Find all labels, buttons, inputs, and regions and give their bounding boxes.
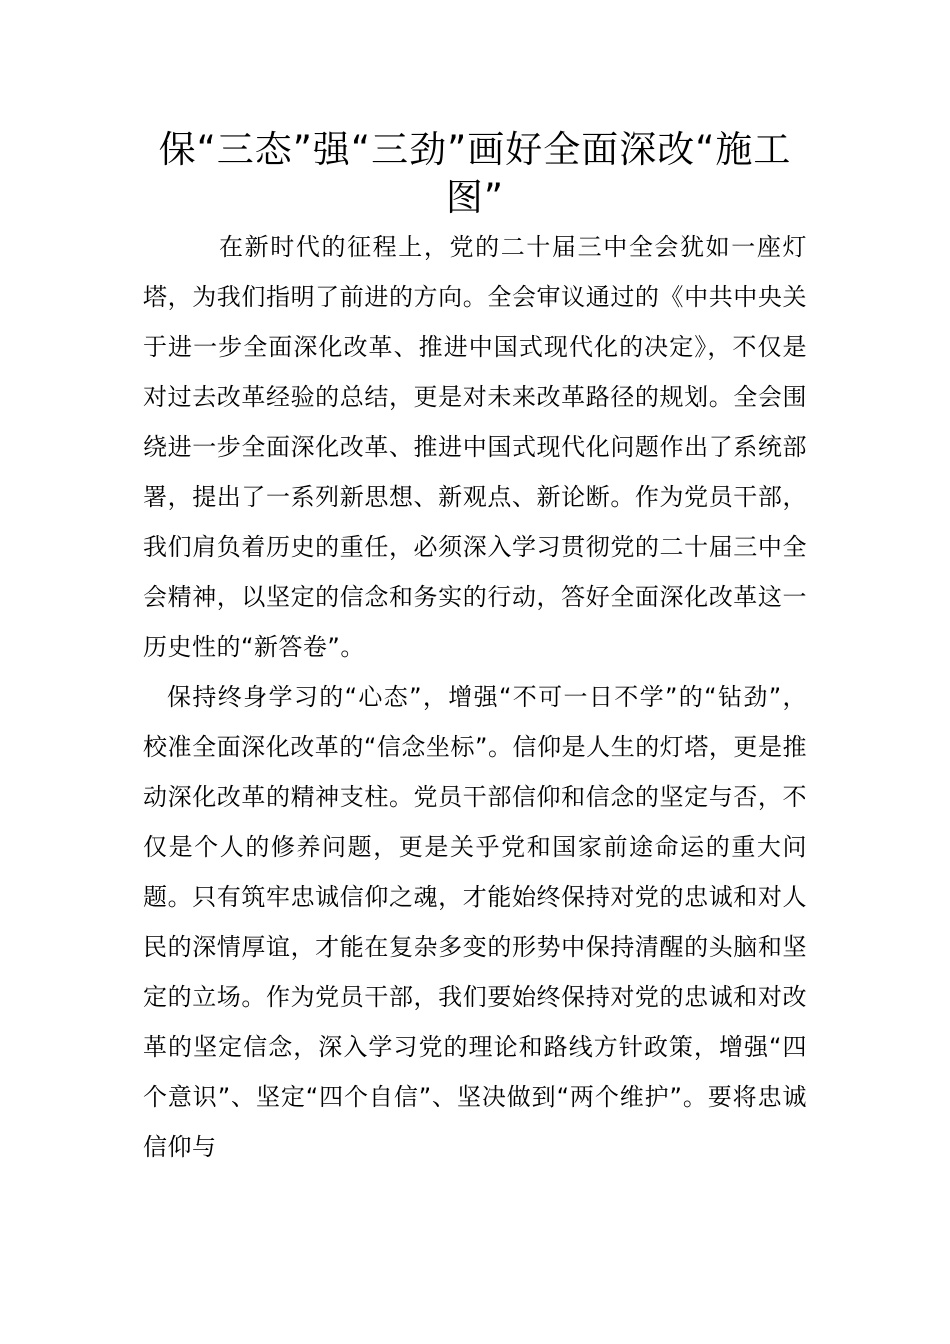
- document-page: [143, 126, 807, 1172]
- document-title: 保“三态”强“三劲”画好全面深改“施工图”: [158, 128, 792, 219]
- paragraph-intro: 在新时代的征程上，党的二十届三中全会犹如一座灯塔，为我们指明了前进的方向。全会审议通过的《中共中央关于进一步全面深化改革、推进中国式现代化的决定》，不仅是对过去改革经验的总结，更是对未来改革路径的规划。全会围绕进一步全面深化改革、推进中国式现代化问题作出了系统部署，提出了一系列新思想、新观点、新论断。作为党员干部，我们肩负着历史的重任，必须深入学习贯彻党的二十届三中全会精神，以坚定的信念和务实的行动，答好全面深化改革这一历史性的“新答卷”。: [143, 233, 807, 661]
- paragraph-learning-mindset: 保持终身学习的“心态”，增强“不可一日不学”的“钻劲”，校准全面深化改革的“信念坐标”。信仰是人生的灯塔，更是推动深化改革的精神支柱。党员干部信仰和信念的坚定与否，不仅是个人的修养问题，更是关乎党和国家前途命运的重大问题。只有筑牢忠诚信仰之魂，才能始终保持对党的忠诚和对人民的深情厚谊，才能在复杂多变的形势中保持清醒的头脑和坚定的立场。作为党员干部，我们要始终保持对党的忠诚和对改革的坚定信念，深入学习党的理论和路线方针政策，增强“四个意识”、坚定“四个自信”、坚决做到“两个维护”。要将忠诚信仰与: [143, 683, 807, 1161]
